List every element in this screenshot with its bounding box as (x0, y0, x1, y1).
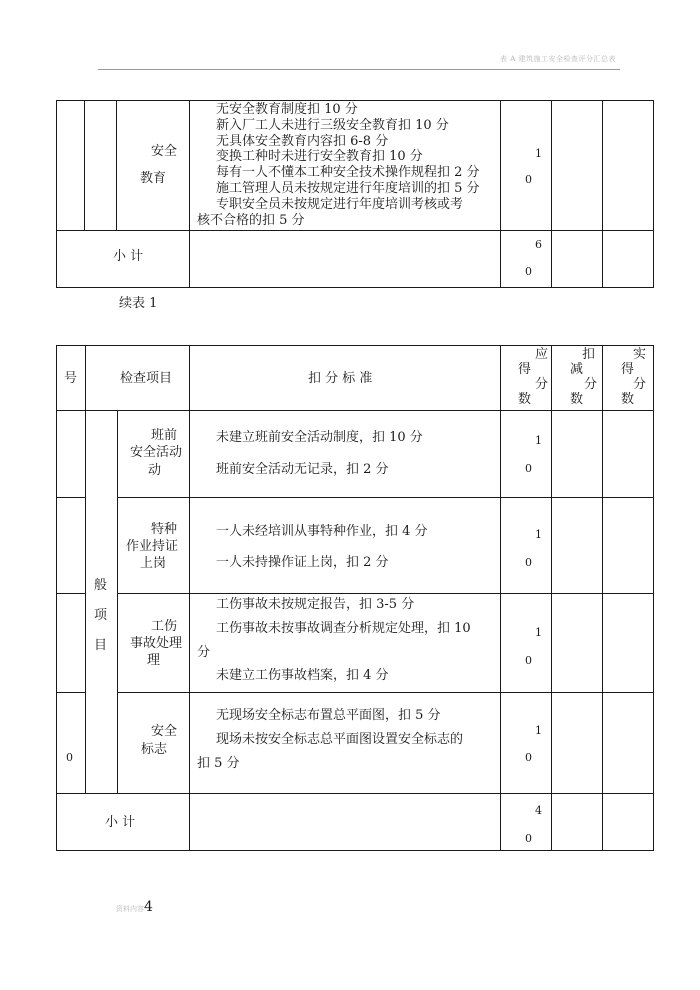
table2-row-divider (117, 692, 654, 693)
criterion-text: 班前安全活动无记录，扣 2 分 (216, 462, 389, 477)
footer-label: 资料内容 (116, 905, 144, 913)
table2-row-divider (56, 497, 85, 498)
subtotal-label: 小 计 (113, 249, 144, 264)
table1-col-divider (602, 100, 603, 288)
criterion-text: 分 (197, 645, 211, 660)
item-name: 理 (147, 653, 161, 668)
header-due-score: 数 (518, 392, 532, 407)
table1-col-divider (116, 100, 117, 231)
due-score: 1 (535, 724, 542, 737)
header-due-score: 应 (535, 347, 549, 362)
item-name: 工伤 (151, 619, 178, 634)
criterion-text: 施工管理人员未按规定进行年度培训的扣 5 分 (216, 181, 480, 196)
header-deducted-score: 减 (570, 362, 584, 377)
continued-table-label: 续表 1 (119, 296, 158, 311)
criterion-text: 专职安全员未按规定进行年度培训考核或考 (216, 197, 464, 212)
table1-col-divider (84, 100, 85, 231)
item-name: 事故处理 (130, 636, 183, 651)
due-score: 1 (535, 434, 542, 447)
table2-row-divider (56, 593, 85, 594)
criterion-text: 现场未按安全标志总平面图设置安全标志的 (216, 732, 464, 747)
table2-row-divider (56, 692, 85, 693)
header-seq: 号 (64, 371, 78, 386)
subtotal-score: 0 (525, 832, 532, 845)
table2-row-divider (117, 593, 654, 594)
table1-col-divider (551, 100, 552, 288)
header-deducted-score: 扣 (582, 347, 596, 362)
table1-top-border (56, 100, 654, 101)
header-actual-score: 数 (621, 392, 635, 407)
table2-right-border (653, 345, 654, 851)
item-name: 动 (148, 463, 162, 478)
criterion-text: 一人未经培训从事特种作业，扣 4 分 (216, 524, 428, 539)
table1-col-divider (500, 100, 501, 288)
criterion-text: 无具体安全教育内容扣 6-8 分 (216, 134, 389, 149)
criterion-text: 工伤事故未按事故调查分析规定处理，扣 10 (216, 621, 471, 636)
item-name: 标志 (141, 742, 168, 757)
table2-row-divider (117, 497, 654, 498)
table2-col-divider (85, 345, 86, 793)
table2-row-divider (56, 793, 654, 794)
table1-bottom-border (56, 287, 654, 288)
criterion-text: 未建立班前安全活动制度，扣 10 分 (216, 430, 423, 445)
due-score: 0 (525, 751, 532, 764)
page-footer (116, 899, 153, 915)
criterion-text: 每有一人不懂本工种安全技术操作规程扣 2 分 (216, 165, 480, 180)
criterion-text: 变换工种时未进行安全教育扣 10 分 (216, 149, 423, 164)
table2-col-divider (551, 345, 552, 851)
header-actual-score: 实 (633, 347, 647, 362)
table2-col-divider (500, 345, 501, 851)
group-label: 般 (94, 578, 108, 593)
due-score: 0 (525, 462, 532, 475)
criterion-text: 新入厂工人未进行三级安全教育扣 10 分 (216, 118, 449, 133)
group-label: 目 (94, 638, 108, 653)
due-score: 0 (525, 556, 532, 569)
header-rule (98, 69, 620, 70)
table2-col-divider (602, 345, 603, 851)
item-name: 安全活动 (130, 445, 183, 460)
table1-row-divider (56, 230, 654, 231)
header-deducted-score: 数 (570, 392, 584, 407)
subtotal-score: 4 (535, 804, 542, 817)
item-name: 安全 (151, 144, 178, 159)
item-name: 教育 (140, 171, 167, 186)
item-name: 特种 (151, 522, 178, 537)
item-name: 作业持证 (126, 539, 179, 554)
table1-left-border (56, 100, 57, 288)
subtotal-score: 0 (525, 265, 532, 278)
subtotal-label: 小 计 (105, 815, 136, 830)
item-name: 上岗 (140, 556, 167, 571)
seq-number: 0 (66, 751, 73, 764)
header-check-item: 检查项目 (120, 371, 173, 386)
header-actual-score: 得 (621, 362, 635, 377)
table1-right-border (653, 100, 654, 288)
criterion-text: 未建立工伤事故档案，扣 4 分 (216, 668, 389, 683)
header-actual-score: 分 (633, 377, 647, 392)
table2-bottom-border (56, 850, 654, 851)
criterion-text: 工伤事故未按规定报告，扣 3-5 分 (216, 597, 415, 612)
table1-col-divider (189, 100, 190, 288)
criterion-text: 核不合格的扣 5 分 (197, 213, 305, 228)
table2-top-border (56, 345, 654, 346)
item-name: 安全 (151, 724, 178, 739)
criterion-text: 无现场安全标志布置总平面图，扣 5 分 (216, 708, 441, 723)
table2-col-divider (117, 410, 118, 793)
due-score: 0 (525, 173, 532, 186)
header-deducted-score: 分 (584, 377, 598, 392)
due-score: 1 (535, 528, 542, 541)
table2-header-divider (56, 410, 654, 411)
subtotal-score: 6 (535, 238, 542, 251)
item-name: 班前 (151, 428, 178, 443)
header-due-score: 分 (535, 377, 549, 392)
criterion-text: 扣 5 分 (197, 756, 240, 771)
header-deduction-standard: 扣 分 标 准 (308, 371, 373, 386)
due-score: 0 (525, 654, 532, 667)
header-due-score: 得 (518, 362, 532, 377)
table2-left-border (56, 345, 57, 851)
criterion-text: 无安全教育制度扣 10 分 (216, 102, 358, 117)
due-score: 1 (535, 626, 542, 639)
page-number: 4 (144, 899, 153, 915)
running-header: 表 A 建筑施工安全检查评分汇总表 (499, 55, 616, 63)
due-score: 1 (535, 147, 542, 160)
group-label: 项 (94, 608, 108, 623)
criterion-text: 一人未持操作证上岗，扣 2 分 (216, 555, 389, 570)
table2-col-divider (189, 345, 190, 851)
